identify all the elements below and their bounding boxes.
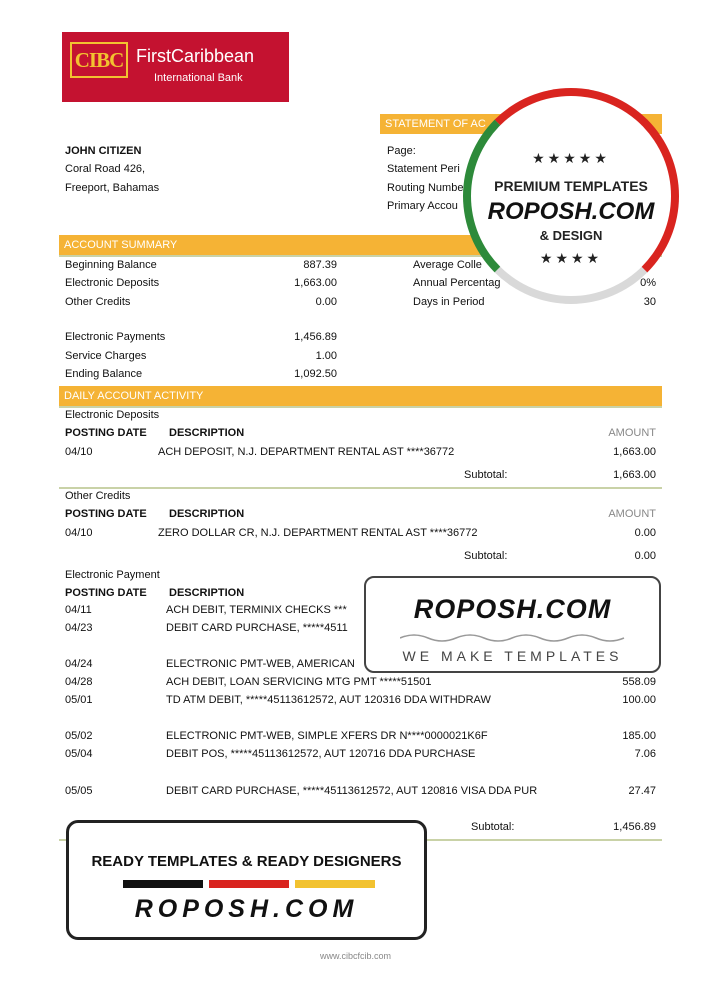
row-amount: 558.09	[622, 676, 656, 688]
watermark-circle-line2: ROPOSH.COM	[487, 198, 655, 225]
row-description: ACH DEBIT, LOAN SERVICING MTG PMT *****51501	[166, 676, 432, 688]
summary-label: Service Charges	[65, 350, 147, 362]
row-amount: 1,663.00	[613, 446, 656, 458]
statement-label-page: Page:	[387, 145, 416, 157]
star-icon: ★★★★	[539, 250, 603, 266]
summary-right-label: Days in Period	[413, 296, 485, 308]
activity-header	[59, 386, 662, 406]
summary-right-label: Average Colle	[413, 259, 482, 271]
row-amount: 27.47	[628, 785, 656, 797]
row-date: 04/10	[65, 446, 93, 458]
summary-right-value: 0%	[640, 277, 656, 289]
watermark-rect-title: ROPOSH.COM	[413, 594, 612, 624]
summary-right-value: 30	[643, 296, 656, 308]
customer-name: JOHN CITIZEN	[65, 145, 142, 157]
row-description: ELECTRONIC PMT-WEB, AMERICAN	[166, 658, 355, 670]
star-icon: ★★★★★	[532, 150, 610, 166]
row-date: 05/05	[65, 785, 93, 797]
watermark-circle-line1: PREMIUM TEMPLATES	[494, 178, 648, 194]
customer-address-2: Freeport, Bahamas	[65, 182, 160, 194]
col-description: DESCRIPTION	[169, 508, 245, 520]
row-date: 04/28	[65, 676, 93, 688]
statement-label-routing: Routing Numbe	[387, 182, 464, 194]
subtotal-label: Subtotal:	[464, 469, 508, 481]
wave-icon	[400, 632, 626, 644]
watermark-circle	[463, 88, 679, 304]
stripe-black	[123, 880, 203, 888]
watermark-rect	[364, 576, 661, 673]
section-title-credits: Other Credits	[65, 490, 131, 502]
summary-right-label: Annual Percentag	[413, 277, 501, 289]
logo-name: FirstCaribbean	[136, 46, 255, 66]
summary-header-label: ACCOUNT SUMMARY	[64, 239, 178, 251]
summary-value: 1.00	[315, 350, 337, 362]
row-date: 04/10	[65, 527, 93, 539]
row-amount: 100.00	[622, 694, 656, 706]
row-description: DEBIT CARD PURCHASE, *****4511	[166, 622, 348, 634]
subtotal-value: 0.00	[634, 550, 656, 562]
row-date: 04/24	[65, 658, 93, 670]
col-amount: AMOUNT	[608, 427, 656, 439]
statement-header-label: STATEMENT OF AC	[385, 118, 486, 130]
watermark-banner-top: READY TEMPLATES & READY DESIGNERS	[91, 853, 402, 870]
row-description: ACH DEBIT, TERMINIX CHECKS ***	[166, 604, 347, 616]
row-description: ACH DEPOSIT, N.J. DEPARTMENT RENTAL AST ****36772	[158, 446, 455, 458]
watermark-banner-title: ROPOSH.COM	[134, 895, 359, 923]
row-date: 05/02	[65, 730, 93, 742]
statement-label-period: Statement Peri	[387, 163, 460, 175]
col-posting-date: POSTING DATE	[65, 427, 147, 439]
row-description: DEBIT CARD PURCHASE, *****45113612572, AUT 120816 VISA DDA PUR	[166, 785, 538, 797]
summary-label: Electronic Deposits	[65, 277, 160, 289]
subtotal-label: Subtotal:	[464, 550, 508, 562]
customer-address-1: Coral Road 426,	[65, 163, 146, 175]
col-description: DESCRIPTION	[169, 587, 245, 599]
row-description: TD ATM DEBIT, *****45113612572, AUT 120316 DDA WITHDRAW	[166, 694, 491, 706]
row-amount: 7.06	[634, 748, 656, 760]
summary-label: Beginning Balance	[65, 259, 157, 271]
row-amount: 185.00	[622, 730, 656, 742]
activity-rule	[59, 406, 662, 408]
stripe-red	[209, 880, 289, 888]
section-title-deposits: Electronic Deposits	[65, 409, 160, 421]
section-title-payments: Electronic Payment	[65, 569, 160, 581]
row-date: 05/04	[65, 748, 93, 760]
row-date: 04/11	[65, 604, 92, 616]
summary-value: 887.39	[303, 259, 337, 271]
col-amount: AMOUNT	[608, 508, 656, 520]
subtotal-value: 1,456.89	[613, 821, 656, 833]
logo-subtitle: International Bank	[154, 72, 243, 84]
row-date: 05/01	[65, 694, 93, 706]
summary-value: 1,456.89	[294, 331, 337, 343]
subtotal-label: Subtotal:	[471, 821, 515, 833]
col-description: DESCRIPTION	[169, 427, 245, 439]
stripe-gold	[295, 880, 375, 888]
activity-header-label: DAILY ACCOUNT ACTIVITY	[64, 390, 204, 402]
col-posting-date: POSTING DATE	[65, 508, 147, 520]
summary-label: Ending Balance	[65, 368, 143, 380]
subtotal-value: 1,663.00	[613, 469, 656, 481]
row-date: 04/23	[65, 622, 93, 634]
watermark-banner	[66, 820, 427, 940]
watermark-rect-tagline: WE MAKE TEMPLATES	[402, 648, 623, 664]
bank-logo	[62, 32, 289, 102]
footer-url: www.cibcfcib.com	[320, 951, 392, 961]
col-posting-date: POSTING DATE	[65, 587, 147, 599]
summary-value: 1,092.50	[294, 368, 337, 380]
summary-label: Electronic Payments	[65, 331, 166, 343]
watermark-circle-line3: & DESIGN	[539, 228, 603, 243]
summary-label: Other Credits	[65, 296, 131, 308]
section-rule	[59, 487, 662, 489]
statement-label-account: Primary Accou	[387, 200, 458, 212]
summary-value: 0.00	[315, 296, 337, 308]
row-description: DEBIT POS, *****45113612572, AUT 120716 DDA PURCHASE	[166, 748, 476, 760]
row-description: ELECTRONIC PMT-WEB, SIMPLE XFERS DR N****0000021K6F	[166, 730, 488, 742]
row-description: ZERO DOLLAR CR, N.J. DEPARTMENT RENTAL AST ****36772	[158, 527, 478, 539]
logo-mark: CIBC	[70, 42, 128, 78]
row-amount: 0.00	[634, 527, 656, 539]
summary-value: 1,663.00	[294, 277, 337, 289]
